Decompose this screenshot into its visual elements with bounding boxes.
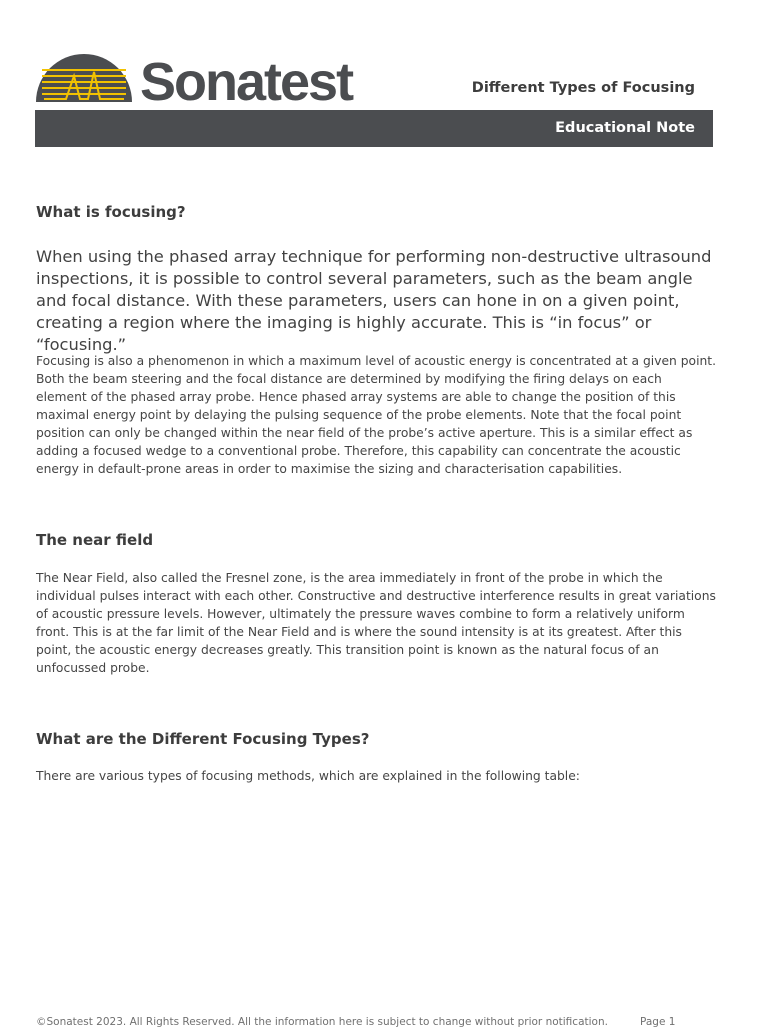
logo-mark — [36, 50, 356, 106]
svg-text:Sonatest: Sonatest — [140, 52, 353, 106]
section-heading-focusing: What is focusing? — [36, 203, 186, 221]
lead-paragraph: When using the phased array technique for performing non-destructive ultrasound inspections, it is possible to control several parameters, such as the beam angle and focal distance. With these parameters, users can hone in on a given point, creating a region where the imaging is highly accurate. This is “in focus” or “focusing.” — [36, 247, 712, 354]
document-title: Different Types of Focusing — [471, 80, 695, 96]
page-number: Page 1 — [640, 1016, 676, 1028]
header-bar — [35, 110, 713, 147]
focusing-body-paragraph: Focusing is also a phenomenon in which a maximum level of acoustic energy is concentrated at a given point. Both the beam steering and the focal distance are determined by modifying the firing delays on each element of the phased array probe. Hence phased array systems are able to change the position of this maximal energy point by delaying the pulsing sequence of the probe elements. Note that the focal point position can only be changed within the near field of the probe’s active aperture. This is a similar effect as adding a focused wedge to a conventional probe. Therefore, this capability can concentrate the acoustic energy in default-prone areas in order to maximise the sizing and characterisation capabilities. — [36, 354, 717, 476]
sonatest-logo — [36, 50, 356, 106]
section-heading-near-field: The near field — [36, 531, 154, 549]
focusing-types-intro: There are various types of focusing methods, which are explained in the following table: — [36, 769, 580, 783]
copyright-text: ©Sonatest 2023. All Rights Reserved. All the information here is subject to change without prior notification. — [36, 1016, 608, 1028]
doc-type-label: Educational Note — [555, 120, 695, 136]
section-heading-focusing-types: What are the Different Focusing Types? — [36, 730, 370, 748]
near-field-paragraph: The Near Field, also called the Fresnel zone, is the area immediately in front of the probe in which the individual pulses interact with each other. Constructive and destructive interference results in great variations of acoustic pressure levels. However, ultimately the pressure waves combine to form a relatively uniform front. This is at the far limit of the Near Field and is where the sound intensity is at its greatest. After this point, the acoustic energy decreases greatly. This transition point is known as the natural focus of an unfocussed probe. — [36, 571, 716, 675]
page-footer — [36, 1016, 736, 1028]
